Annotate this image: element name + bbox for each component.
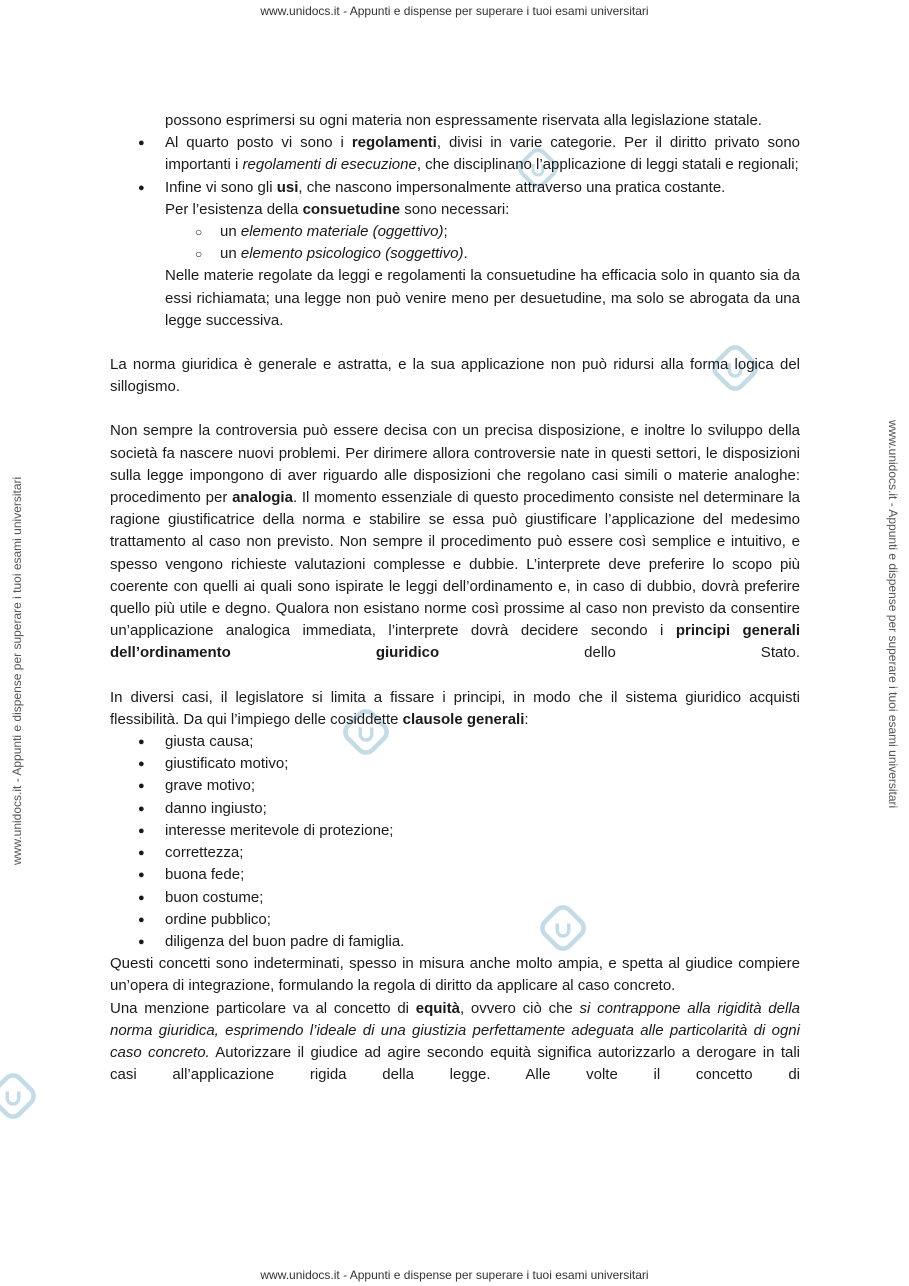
term-clausole-generali: clausole generali — [402, 710, 525, 728]
list-item: ● buona fede; — [165, 864, 800, 886]
sources-list — [110, 132, 800, 332]
unidocs-logo-icon — [0, 1073, 36, 1119]
paragraph-clausole: In diversi casi, il legislatore si limita a fissare i principi, in modo che il sistema giuridico acquisti flessibilità. Da qui l’impiego delle cosiddette clausole generali: — [110, 688, 800, 728]
left-side-watermark: www.unidocs.it - Appunti e dispense per superare i tuoi esami universitari — [10, 476, 24, 865]
list-continuation: possono esprimersi su ogni materia non espressamente riservata alla legislazione statale. — [165, 112, 762, 129]
consuetudine-elements-list — [165, 221, 800, 265]
paragraph-concetti: Questi concetti sono indeterminati, spesso in misura anche molto ampia, e spetta al giudice compiere un’opera di integrazione, formulando la regola di diritto da applicare al caso concreto. — [110, 955, 800, 995]
term-analogia: analogia — [232, 489, 293, 507]
list-item-usi: ● Infine vi sono gli usi, che nascono impersonalmente attraverso una pratica costante. Per l’esistenza della consuetudine sono necessari: ○ un elemento materiale (oggettivo); ○ un elemento psicologico (soggettivo). Nelle materie regolate da leggi e regolamenti la consuetudine ha efficacia solo in quanto sia da essi richiamata; una legge non può venire meno per desuetudine, ma solo se abrogata da una legge successiva. — [165, 177, 800, 332]
term-principi-generali: principi generali dell’ordinamento giuridico — [110, 622, 801, 662]
list-item: ● giusta causa; — [165, 731, 800, 753]
list-item: ● giustificato motivo; — [165, 753, 800, 775]
footer-watermark: www.unidocs.it - Appunti e dispense per superare i tuoi esami universitari — [260, 1268, 649, 1282]
list-item: ● grave motivo; — [165, 775, 800, 797]
sub-item: ○ un elemento materiale (oggettivo); — [220, 221, 800, 243]
header-watermark: www.unidocs.it - Appunti e dispense per superare i tuoi esami universitari — [260, 4, 649, 18]
right-side-watermark: www.unidocs.it - Appunti e dispense per superare i tuoi esami universitari — [886, 420, 900, 809]
list-item-regolamenti: ● Al quarto posto vi sono i regolamenti, divisi in varie categorie. Per il diritto privato sono importanti i regolamenti di esecuzione, che disciplinano l’applicazione di leggi statali e regionali; — [165, 132, 800, 176]
list-item: ● diligenza del buon padre di famiglia. — [165, 931, 800, 953]
term-consuetudine: consuetudine — [302, 200, 401, 218]
clausole-list — [110, 731, 800, 953]
list-item: ● correttezza; — [165, 842, 800, 864]
list-item: ● buon costume; — [165, 887, 800, 909]
list-item: ● ordine pubblico; — [165, 909, 800, 931]
term-usi: usi — [276, 178, 299, 196]
list-item: ● interesse meritevole di protezione; — [165, 820, 800, 842]
term-equita: equità — [415, 999, 460, 1017]
paragraph-equita: Una menzione particolare va al concetto di equità, ovvero ciò che si contrappone alla rigidità della norma giuridica, esprimendo l’ideale di una giustizia perfettamente adeguata alle particolarità di ogni caso concreto. Autorizzare il giudice ad agire secondo equità significa autorizzarlo a derogare in tali casi all’applicazione rigida della legge. Alle volte il concetto di — [110, 999, 800, 1084]
list-item: ● danno ingiusto; — [165, 798, 800, 820]
paragraph-norma: La norma giuridica è generale e astratta, e la sua applicazione non può ridursi alla forma logica del sillogismo. — [110, 356, 800, 396]
equita-definition: si contrappone alla rigidità della norma giuridica, esprimendo l’ideale di una giustizia perfettamente adeguata alle particolarità di ogni caso concreto. — [110, 999, 800, 1061]
consuetudine-note: Nelle materie regolate da leggi e regolamenti la consuetudine ha efficacia solo in quanto sia da essi richiamata; una legge non può venire meno per desuetudine, ma solo se abrogata da una legge successiva. — [165, 267, 800, 329]
paragraph-analogia: Non sempre la controversia può essere decisa con un precisa disposizione, e inoltre lo sviluppo della società fa nascere nuovi problemi. Per dirimere allora controversie nate in questi settori, le disposizioni sulla legge impongono di aver riguardo alle disposizioni che regolano casi simili o materie analoghe: procedimento per analogia. Il momento essenziale di questo procedimento consiste nel determinare la ragione giustificatrice della norma e stabilire se essa può giustificare l’applicazione del medesimo trattamento al caso non previsto. Non sempre il procedimento può essere così semplice e intuitivo, e spesso vengono richieste valutazioni complesse e dubbie. L’interprete deve preferire lo scopo più coerente con quelli ai quali sono ispirate le leggi dell’ordinamento e, in caso di dubbio, dovrà preferire quello più utile e degno. Qualora non esistano norme così prossime al caso non previsto da consentire un’applicazione analogica immediata, l’interprete dovrà decidere secondo i principi generali dell’ordinamento giuridico dello Stato. — [110, 422, 801, 662]
sub-item: ○ un elemento psicologico (soggettivo). — [220, 243, 800, 265]
page-body — [110, 110, 800, 1086]
term-regolamenti: regolamenti — [351, 134, 437, 152]
